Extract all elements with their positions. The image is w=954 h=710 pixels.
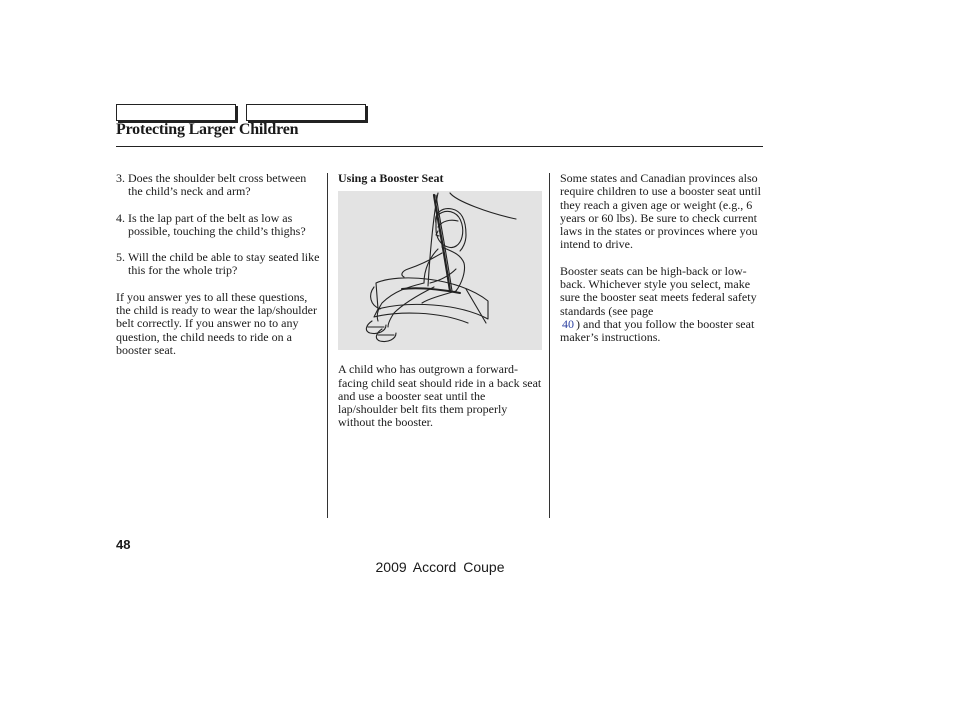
list-item-text: Will the child be able to stay seated like this for the whole trip?: [128, 250, 320, 278]
list-item: [116, 251, 321, 278]
booster-seat-illustration: [338, 191, 542, 350]
title-rule: [116, 146, 763, 147]
page-reference-link[interactable]: 40: [562, 316, 574, 331]
list-item-number: 5.: [116, 250, 125, 265]
page-title: Protecting Larger Children: [116, 121, 299, 138]
column-1: [116, 172, 321, 370]
footer-model: 2009 Accord Coupe: [375, 559, 505, 575]
column-divider-2: [549, 173, 550, 518]
list-item-number: 3.: [116, 171, 125, 185]
page-number: 48: [116, 537, 131, 552]
list-item-text: Is the lap part of the belt as low as possible, touching the child’s thighs?: [128, 210, 306, 238]
header-tab-box-1: [116, 104, 236, 121]
column-divider-1: [327, 173, 328, 518]
booster-type-text-end: ) and that you follow the booster seat maker’s instructions.: [560, 316, 755, 345]
outgrown-seat-paragraph: A child who has outgrown a forward-facing child seat should ride in a back seat and use a booster seat until the lap/shoulder belt fits them properly without the booster.: [338, 362, 542, 430]
list-item-text: Does the shoulder belt cross between the child’s neck and arm?: [128, 171, 307, 199]
column-3: [560, 172, 765, 358]
state-laws-paragraph: Some states and Canadian provinces also require children to use a booster seat until they reach a given age or weight (e.g., 6 years or 60 lbs). Be sure to check current laws in the states or provinces where you intend to drive.: [560, 171, 761, 252]
header-tab-box-2: [246, 104, 366, 121]
booster-type-paragraph: [560, 265, 765, 345]
section-heading: Using a Booster Seat: [338, 171, 444, 185]
booster-type-text-start: Booster seats can be high-back or low-back. Whichever style you select, make sure the booster seat meets federal safety standards (see page: [560, 263, 757, 318]
child-in-booster-seat-drawing: [338, 191, 542, 350]
list-item: [116, 212, 321, 239]
list-item-number: 4.: [116, 210, 125, 225]
column-2: [338, 172, 543, 443]
list-item: [116, 172, 321, 199]
readiness-paragraph: If you answer yes to all these questions, the child is ready to wear the lap/shoulder belt correctly. If you answer no to any question, the child needs to ride on a booster seat.: [116, 289, 317, 357]
